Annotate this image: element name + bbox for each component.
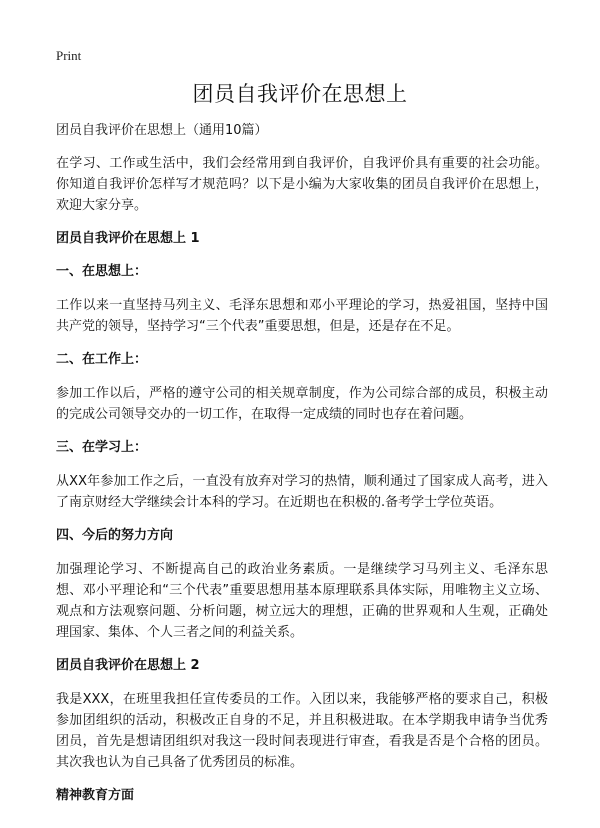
print-link[interactable]: Print [56, 48, 82, 63]
section-work-paragraph: 参加工作以后，严格的遵守公司的相关规章制度，作为公司综合部的成员，积极主动的完成公司领导交办的一切工作，在取得一定成绩的同时也存在着问题。 [56, 386, 548, 422]
document-body [56, 121, 548, 819]
article-1-title: 团员自我评价在思想上 1 [56, 231, 200, 246]
section-future-heading: 四、今后的努力方向 [56, 528, 174, 543]
section-thought-heading: 一、在思想上： [56, 264, 148, 279]
section-work-heading: 二、在工作上： [56, 352, 148, 367]
section-study-heading: 三、在学习上： [56, 440, 148, 455]
intro-paragraph: 在学习、工作或生活中，我们会经常用到自我评价，自我评价具有重要的社会功能。你知道自我评价怎样写才规范吗？以下是小编为大家收集的团员自我评价在思想上，欢迎大家分享。 [56, 156, 548, 213]
spirit-education-heading: 精神教育方面 [56, 788, 135, 803]
document-subtitle: 团员自我评价在思想上（通用10篇） [56, 123, 268, 138]
section-thought-paragraph: 工作以来一直坚持马列主义、毛泽东思想和邓小平理论的学习，热爱祖国，坚持中国共产党的领导，坚持学习“三个代表”重要思想，但是，还是存在不足。 [56, 298, 548, 334]
page-title: 团员自我评价在思想上 [192, 82, 408, 106]
section-future-paragraph: 加强理论学习、不断提高自己的政治业务素质。一是继续学习马列主义、毛泽东思想、邓小平理论和“三个代表”重要思想用基本原理联系具体实际，用唯物主义立场、观点和方法观察问题、分析问题，树立远大的理想，正确的世界观和人生观，正确处理国家、集体、个人三者之间的利益关系。 [56, 562, 548, 640]
article-2-title: 团员自我评价在思想上 2 [56, 658, 200, 673]
article-2-paragraph: 我是XXX，在班里我担任宣传委员的工作。入团以来，我能够严格的要求自己，积极参加团组织的活动，积极改正自身的不足，并且积极进取。在本学期我申请争当优秀团员，首先是想请团组织对我这一段时间表现进行审查，看我是否是个合格的团员。其次我也认为自己具备了优秀团员的标准。 [56, 692, 548, 770]
section-study-paragraph: 从XX年参加工作之后，一直没有放弃对学习的热情，顺利通过了国家成人高考，进入了南京财经大学继续会计本科的学习。在近期也在积极的.备考学士学位英语。 [56, 474, 548, 510]
